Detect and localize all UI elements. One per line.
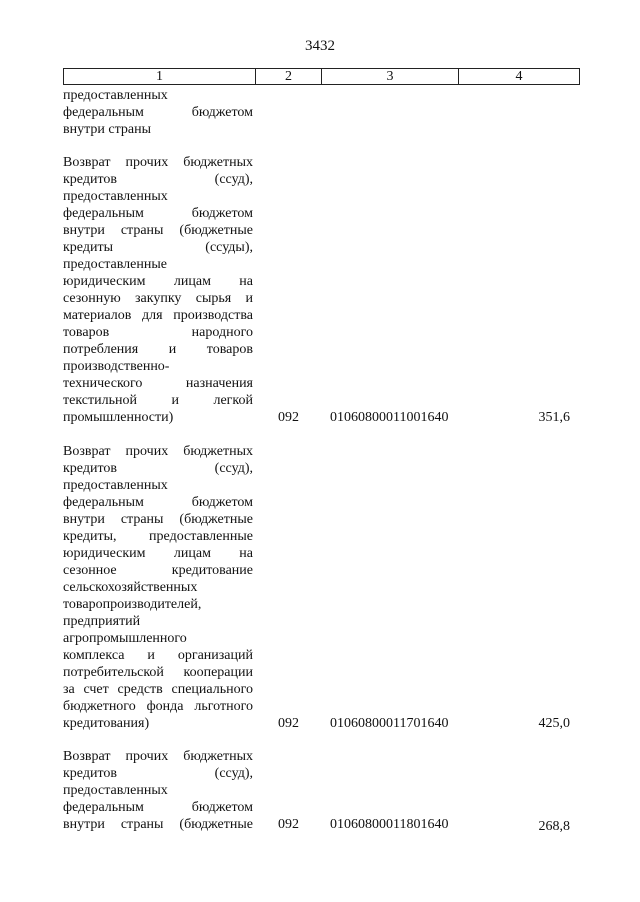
header-col-2: 2 [256,69,322,84]
description-line: Возврат прочих бюджетных [63,155,253,170]
description-line: промышленности) [63,410,174,425]
description-line: юридическим лицам на [63,274,253,289]
description-line: кредитов (ссуд), [63,461,253,476]
page-number: 3432 [305,38,335,54]
description-line: предоставленных [63,189,168,204]
description-line: федеральным бюджетом [63,495,253,510]
description-line: потребления и товаров [63,342,253,357]
budget-admin-code: 092 [278,410,299,425]
header-col-1: 1 [64,69,256,84]
table-row-description [63,748,253,833]
description-line: кредиты (ссуды), [63,240,253,255]
budget-class-code: 01060800011801640 [330,817,449,832]
description-line: производственно- [63,359,170,374]
amount-value: 425,0 [538,716,570,731]
description-line: агропромышленного [63,631,187,646]
table-row-description [63,87,253,138]
description-line: кредиты, предоставленные [63,529,253,544]
description-line: внутри страны (бюджетные [63,512,253,527]
table-row-description [63,154,253,426]
description-line: товаропроизводителей, [63,597,202,612]
description-line: материалов для производства [63,308,253,323]
description-line: сезонную закупку сырья и [63,291,253,306]
description-line: товаров народного [63,325,253,340]
description-line: бюджетного фонда льготного [63,699,253,714]
budget-class-code: 01060800011701640 [330,716,449,731]
description-line: федеральным бюджетом [63,800,253,815]
description-line: комплекса и организаций [63,648,253,663]
budget-admin-code: 092 [278,817,299,832]
header-col-4: 4 [515,68,523,84]
table-row-description [63,443,253,732]
description-line: предприятий [63,614,141,629]
description-line: технического назначения [63,376,253,391]
amount-value: 268,8 [538,819,570,834]
description-line: предоставленных [63,478,168,493]
description-line: сельскохозяйственных [63,580,198,595]
description-line: кредитов (ссуд), [63,172,253,187]
description-line: предоставленные [63,257,167,272]
description-line: внутри страны (бюджетные [63,223,253,238]
description-line: текстильной и легкой [63,393,253,408]
description-line: Возврат прочих бюджетных [63,444,253,459]
description-line: кредитования) [63,716,150,731]
description-line: кредитов (ссуд), [63,766,253,781]
description-line: за счет средств специального [63,682,253,697]
budget-admin-code: 092 [278,716,299,731]
description-line: внутри страны (бюджетные [63,817,253,832]
description-line: внутри страны [63,122,151,137]
description-line: Возврат прочих бюджетных [63,749,253,764]
budget-class-code: 01060800011001640 [330,410,449,425]
description-line: предоставленных [63,88,168,103]
description-line: федеральным бюджетом [63,206,253,221]
description-line: потребительской кооперации [63,665,253,680]
description-line: предоставленных [63,783,168,798]
table-header-row [63,68,580,85]
description-line: сезонное кредитование [63,563,253,578]
amount-value: 351,6 [538,410,570,425]
description-line: юридическим лицам на [63,546,253,561]
description-line: федеральным бюджетом [63,105,253,120]
header-col-3: 3 [322,69,459,84]
